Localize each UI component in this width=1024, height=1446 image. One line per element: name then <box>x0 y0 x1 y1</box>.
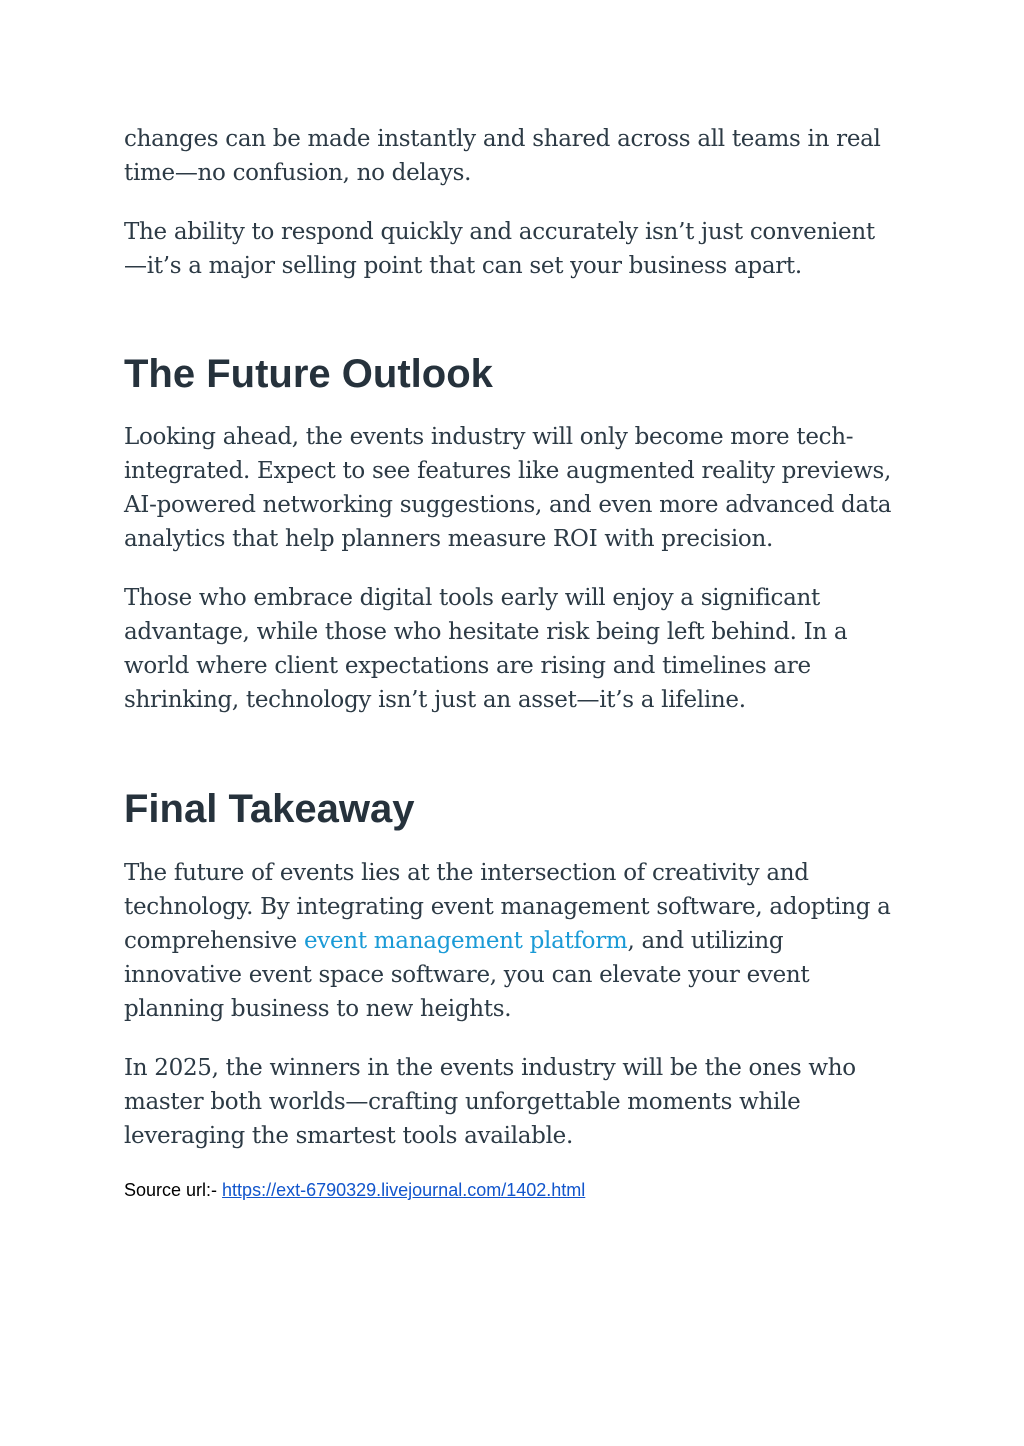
intro-paragraph-2: The ability to respond quickly and accurately isn’t just convenient—it’s a major selling point that can set your business apart. <box>124 219 875 279</box>
final-takeaway-paragraph-1 <box>124 856 894 1026</box>
intro-paragraph-1: changes can be made instantly and shared across all teams in real time—no confusion, no delays. <box>124 126 881 186</box>
source-url-link[interactable]: https://ext-6790329.livejournal.com/1402.html <box>222 1180 586 1200</box>
future-outlook-paragraph-2: Those who embrace digital tools early will enjoy a significant advantage, while those who hesitate risk being left behind. In a world where client expectations are rising and timelines are shrinking, technology isn’t just an asset—it’s a lifeline. <box>124 585 848 713</box>
event-management-platform-link[interactable]: event management platform <box>303 928 628 954</box>
source-line <box>124 1178 894 1202</box>
final-takeaway-text-before-link: The future of events lies at the intersection of creativity and technology. By integrating event management software, adopting a comprehensive <box>124 860 891 954</box>
document-page <box>124 122 894 1202</box>
future-outlook-paragraph-1: Looking ahead, the events industry will only become more tech-integrated. Expect to see features like augmented reality previews, AI-powered networking suggestions, and even more advanced data analytics that help planners measure ROI with precision. <box>124 424 892 552</box>
future-outlook-heading: The Future Outlook <box>124 352 493 396</box>
final-takeaway-paragraph-2: In 2025, the winners in the events industry will be the ones who master both worlds—crafting unforgettable moments while leveraging the smartest tools available. <box>124 1055 856 1149</box>
final-takeaway-text-after-link: , and utilizing innovative event space software, you can elevate your event planning business to new heights. <box>124 928 810 1022</box>
final-takeaway-heading: Final Takeaway <box>124 787 415 831</box>
source-label: Source url:- <box>124 1180 223 1200</box>
